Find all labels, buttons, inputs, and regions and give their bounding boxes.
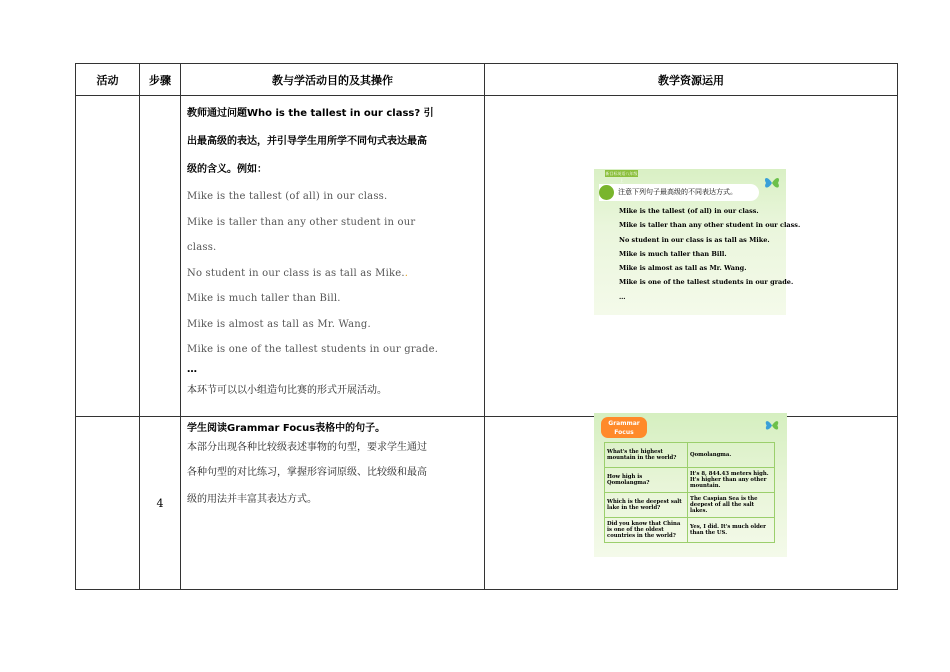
activity-note: 本环节可以以小组造句比赛的形式开展活动。 — [187, 384, 387, 396]
instruction-line: 级的含义。例如： — [187, 164, 267, 175]
instruction-line: 出最高级的表达，并引导学生用所学不同句式表达最高 — [187, 136, 427, 147]
header-activity: 活动 — [76, 64, 140, 96]
slide-sentence: Mike is the tallest (of all) in our class. — [619, 207, 759, 215]
slide-heading-bar — [599, 184, 759, 201]
question-cell: Which is the deepest salt lake in the world? — [605, 493, 688, 518]
superlative-slide — [594, 169, 801, 315]
example-sentence: Mike is one of the tallest students in our grade. — [187, 344, 439, 355]
description-line: 各种句型的对比练习，掌握形容词原级、比较级和最高 — [187, 467, 427, 478]
step-number: 4 — [140, 417, 181, 590]
table-row — [605, 468, 775, 493]
example-sentence: class. — [187, 242, 217, 253]
step-cell — [140, 96, 181, 417]
question-cell: How high is Qomolangma? — [605, 468, 688, 493]
example-sentence: No student in our class is as tall as Mike.. — [187, 267, 409, 279]
answer-cell: The Caspian Sea is the deepest of all the salt lakes. — [688, 493, 775, 518]
slide-sentence: No student in our class is as tall as Mike. — [619, 235, 770, 244]
answer-cell: It's 8, 844.43 meters high. It's higher than any other mountain. — [688, 468, 775, 493]
answer-cell: Yes, I did. It's much older than the US. — [688, 518, 775, 543]
ellipsis: … — [187, 363, 197, 375]
purpose-cell — [181, 96, 485, 417]
example-sentence: Mike is much taller than Bill. — [187, 293, 341, 304]
header-resources: 教学资源运用 — [485, 64, 898, 96]
header-row — [76, 64, 898, 96]
example-sentence: Mike is taller than any other student in our — [187, 216, 416, 228]
header-step: 步骤 — [140, 64, 181, 96]
description-line: 本部分出现各种比较级表述事物的句型，要求学生通过 — [187, 442, 427, 453]
slide-sentence: … — [619, 292, 626, 301]
butterfly-icon — [763, 175, 781, 191]
instruction-line: 学生阅读Grammar Focus表格中的句子。 — [187, 423, 386, 434]
slide-heading: 注意下列句子最高级的不同表达方式。 — [618, 188, 737, 196]
activity-cell — [76, 96, 140, 417]
table-row — [605, 443, 775, 468]
instruction-line: 教师通过问题Who is the tallest in our class? 引 — [187, 108, 434, 119]
grammar-focus-slide — [594, 413, 787, 557]
question-cell: Did you know that China is one of the oldest countries in the world? — [605, 518, 688, 543]
slide-tag: 新目标英语八年级上 — [605, 171, 638, 183]
description-line: 级的用法并丰富其表达方式。 — [187, 494, 317, 505]
grammar-focus-badge: Grammar Focus — [601, 417, 647, 438]
table-row — [605, 493, 775, 518]
bullet-circle-icon — [599, 185, 614, 200]
butterfly-icon — [764, 418, 780, 433]
header-purpose: 教与学活动目的及其操作 — [181, 64, 485, 96]
slide-sentence: Mike is much taller than Bill. — [619, 249, 727, 258]
question-cell: What's the highest mountain in the world? — [605, 443, 688, 468]
slide-sentence: Mike is almost as tall as Mr. Wang. — [619, 264, 747, 273]
activity-cell — [76, 417, 140, 590]
grammar-focus-table — [604, 442, 775, 543]
slide-sentence: Mike is one of the tallest students in our grade. — [619, 278, 794, 287]
answer-cell: Qomolangma. — [688, 443, 775, 468]
example-sentence: Mike is the tallest (of all) in our class. — [187, 191, 388, 202]
example-sentence: Mike is almost as tall as Mr. Wang. — [187, 318, 371, 330]
purpose-cell — [181, 417, 485, 590]
table-row — [605, 518, 775, 543]
slide-sentence: Mike is taller than any other student in our class. — [619, 221, 801, 230]
slide-sentence-list — [619, 207, 800, 307]
